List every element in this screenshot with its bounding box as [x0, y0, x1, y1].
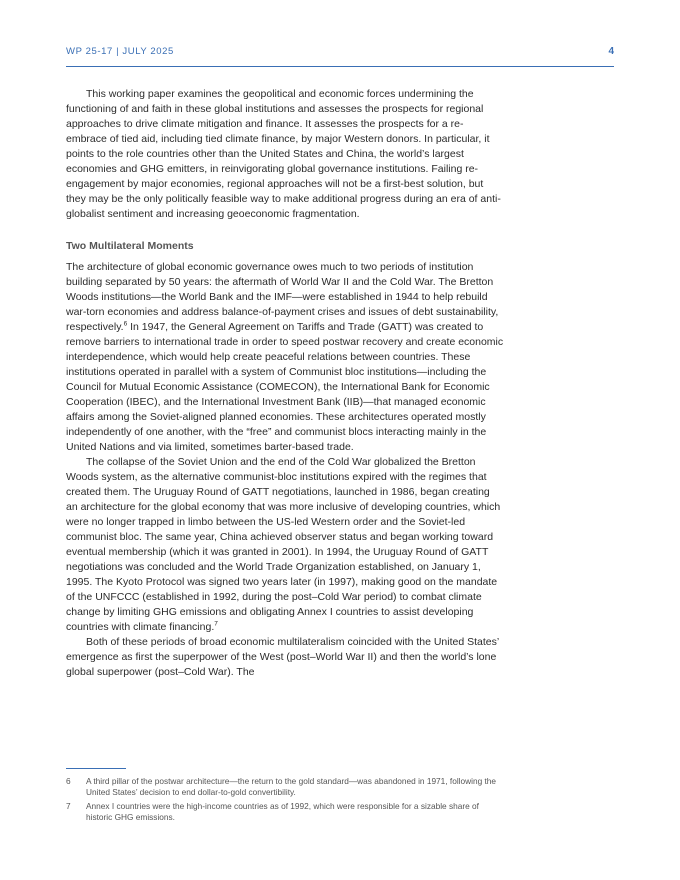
main-content: [66, 87, 504, 680]
section-heading: Two Multilateral Moments: [66, 240, 194, 252]
body-paragraph-2: [66, 455, 504, 635]
series-and-date: WP 25-17 | JULY 2025: [66, 46, 174, 57]
body-paragraph-1-text-b: In 1947, the General Agreement on Tariffs and Trade (GATT) was created to remove barriers to international trade in order to speed postwar recovery and create economic interdependence, which would help create peaceful relations between countries. These institutions operated in parallel with a system of Communist bloc institutions—including the Council for Mutual Economic Assistance (COMECON), the International Bank for Economic Cooperation (IBEC), and the International Investment Bank (IIB)—that managed economic affairs among the Soviet-aligned planned economies. These architectures operated mostly independently of one another, with the “free” and communist blocs interacting mainly in the United Nations and via limited, sometimes barter-based trade.: [66, 321, 504, 453]
page-header: [66, 46, 614, 67]
body-paragraph-1-text-a: The architecture of global economic governance owes much to two periods of institution building separated by 50 years: the aftermath of World War II and the Cold War. The Bretton Woods institutions—the World Bank and the IMF—were established in 1944 to help rebuild war-torn economies and address balance-of-payment crises and issues of debt sustainability, respectively.: [66, 261, 499, 333]
footnotes: [66, 776, 504, 826]
footnote-ref-7[interactable]: 7: [214, 620, 218, 628]
body-paragraph-1: [66, 260, 504, 455]
footnote-6: [66, 776, 504, 798]
page-number: 4: [608, 46, 614, 57]
intro-paragraph: This working paper examines the geopolitical and economic forces undermining the functioning of and faith in these global institutions and assesses the prospects for regional approaches to drive climate mitigation and finance. It assesses the prospects for a re-embrace of tied aid, including tied climate finance, by major Western donors. In particular, it points to the role countries other than the United States and China, the world’s largest economies and GHG emitters, in reinvigorating global governance institutions. Failing re-engagement by major economies, regional approaches will not be a first-best solution, but they may be the only politically feasible way to make additional progress during an era of anti-globalist sentiment and increasing geoeconomic fragmentation.: [66, 88, 501, 220]
footnote-number: 7: [66, 801, 71, 811]
footnote-ref-6[interactable]: 6: [123, 320, 128, 328]
body-paragraph-2-text: The collapse of the Soviet Union and the end of the Cold War globalized the Bretton Woods system, as the alternative communist-bloc institutions expired with the regimes that created them. The Uruguay Round of GATT negotiations, launched in 1986, began creating an architecture for the global economy that was more inclusive of developing countries, which were no longer trapped in limbo between the US-led Western order and the Soviet-led communist bloc. The same year, China achieved observer status and began working toward eventual membership (which it was granted in 2001). In 1994, the Uruguay Round of GATT negotiations was concluded and the World Trade Organization established, on January 1, 1995. The Kyoto Protocol was signed two years later (in 1997), making good on the mandate of the UNFCCC (established in 1992, during the post–Cold War period) to combat climate change by limiting GHG emissions and obligating Annex I countries to assist developing countries with climate financing.: [66, 456, 501, 633]
footnote-number: 6: [66, 776, 71, 786]
footnote-7: [66, 801, 504, 823]
footnote-text: Annex I countries were the high-income countries as of 1992, which were responsible for a sizable share of historic GHG emissions.: [86, 801, 479, 822]
body-paragraph-3: Both of these periods of broad economic multilateralism coincided with the United States’ emergence as first the superpower of the West (post–World War II) and then the world’s lone global superpower (post–Cold War). The: [66, 636, 499, 678]
footnote-divider: [66, 768, 126, 769]
footnote-text: A third pillar of the postwar architecture—the return to the gold standard—was abandoned in 1971, following the United States’ decision to end dollar-to-gold convertibility.: [86, 776, 497, 797]
